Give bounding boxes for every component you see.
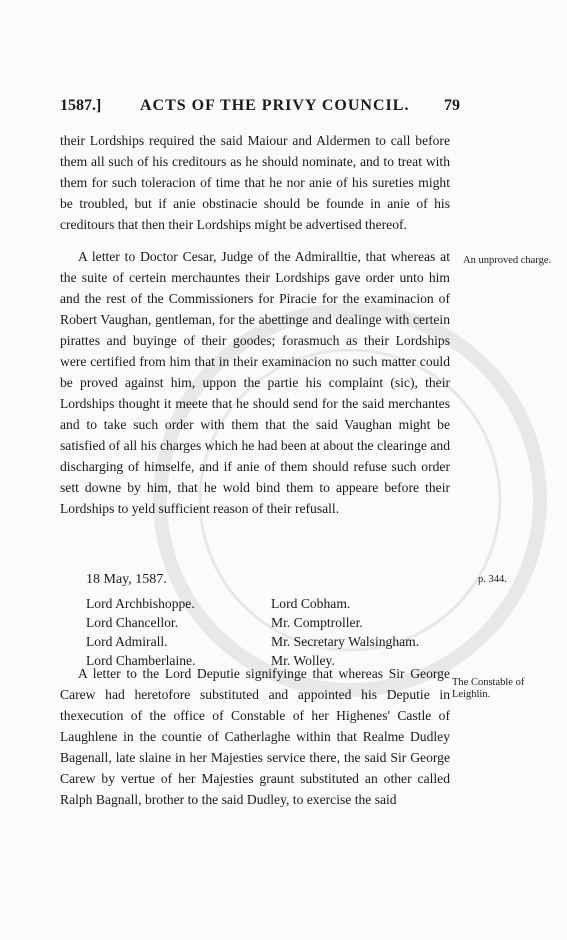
paragraph-letter-cesar: A letter to Doctor Cesar, Judge of the Admiralltie, that whereas at the suite of certein merchauntes their Lordships gave order unto him and the rest of the Commissioners for Piracie for the examinacion of Robert Vaughan, gentleman, for the abettinge and dealinge with certein pirattes and buyinge of their goodes; forasmuch as their Lordships were certified from him that in their examinacion no such matter could be proved against him, uppon the partie his complaint (sic), their Lordships thought it meete that he should send for the said merchantes and to take such order with them that the said Vaughan might be satisfied of all his charges which he had been at about the clearinge and discharging of himselfe, and if anie of them should refuse such order sett downe by him, that he wold bind them to appeare before their Lordships to yeld sufficient reason of their refusall.: [60, 249, 450, 516]
meeting-date: 18 May, 1587.: [86, 572, 167, 587]
header-year: 1587.]: [60, 97, 102, 114]
attendee: Lord Chamberlaine.: [86, 653, 196, 668]
paragraph-continuation: their Lordships required the said Maiour and Aldermen to call before them all such of his creditours as he should nominate, and to treat with them for such toleracion of time that he nor anie of his sureties might be troubled, but if anie obstinacie should be founde in anie of his creditours that then their Lordships might be advertised thereof.: [60, 133, 450, 232]
margin-note-page-ref: p. 344.: [478, 574, 507, 585]
attendee: Lord Cobham.: [271, 596, 351, 611]
attendee: Mr. Comptroller.: [271, 615, 363, 630]
margin-note-constable: The Constable of Leighlin.: [452, 677, 525, 700]
attendees-left-column: [86, 594, 271, 670]
attendee: Mr. Secretary Walsingham.: [271, 634, 420, 649]
attendee: Mr. Wolley.: [271, 653, 335, 668]
header-title: ACTS OF THE PRIVY COUNCIL.: [140, 97, 410, 114]
margin-note-unproved-charge: An unproved charge.: [463, 255, 552, 266]
paragraph-letter-lord-deputie: A letter to the Lord Deputie signifyinge that whereas Sir George Carew had heretofore substituted and appointed his Deputie in thexecution of the office of Constable of her Highenes' Castle of Laughlene in the countie of Catherlaghe within that Realme Dudley Bagenall, late slaine in her Majesties service there, the said Sir George Carew by vertue of her Majesties graunt substituted an other called Ralph Bagnall, brother to the said Dudley, to exercise the said: [60, 666, 450, 807]
attendee: Lord Chancellor.: [86, 615, 179, 630]
running-head: [60, 97, 460, 119]
page-number: 79: [444, 97, 460, 114]
attendees-right-column: [271, 594, 451, 670]
attendee: Lord Archbishoppe.: [86, 596, 195, 611]
attendee: Lord Admirall.: [86, 634, 168, 649]
